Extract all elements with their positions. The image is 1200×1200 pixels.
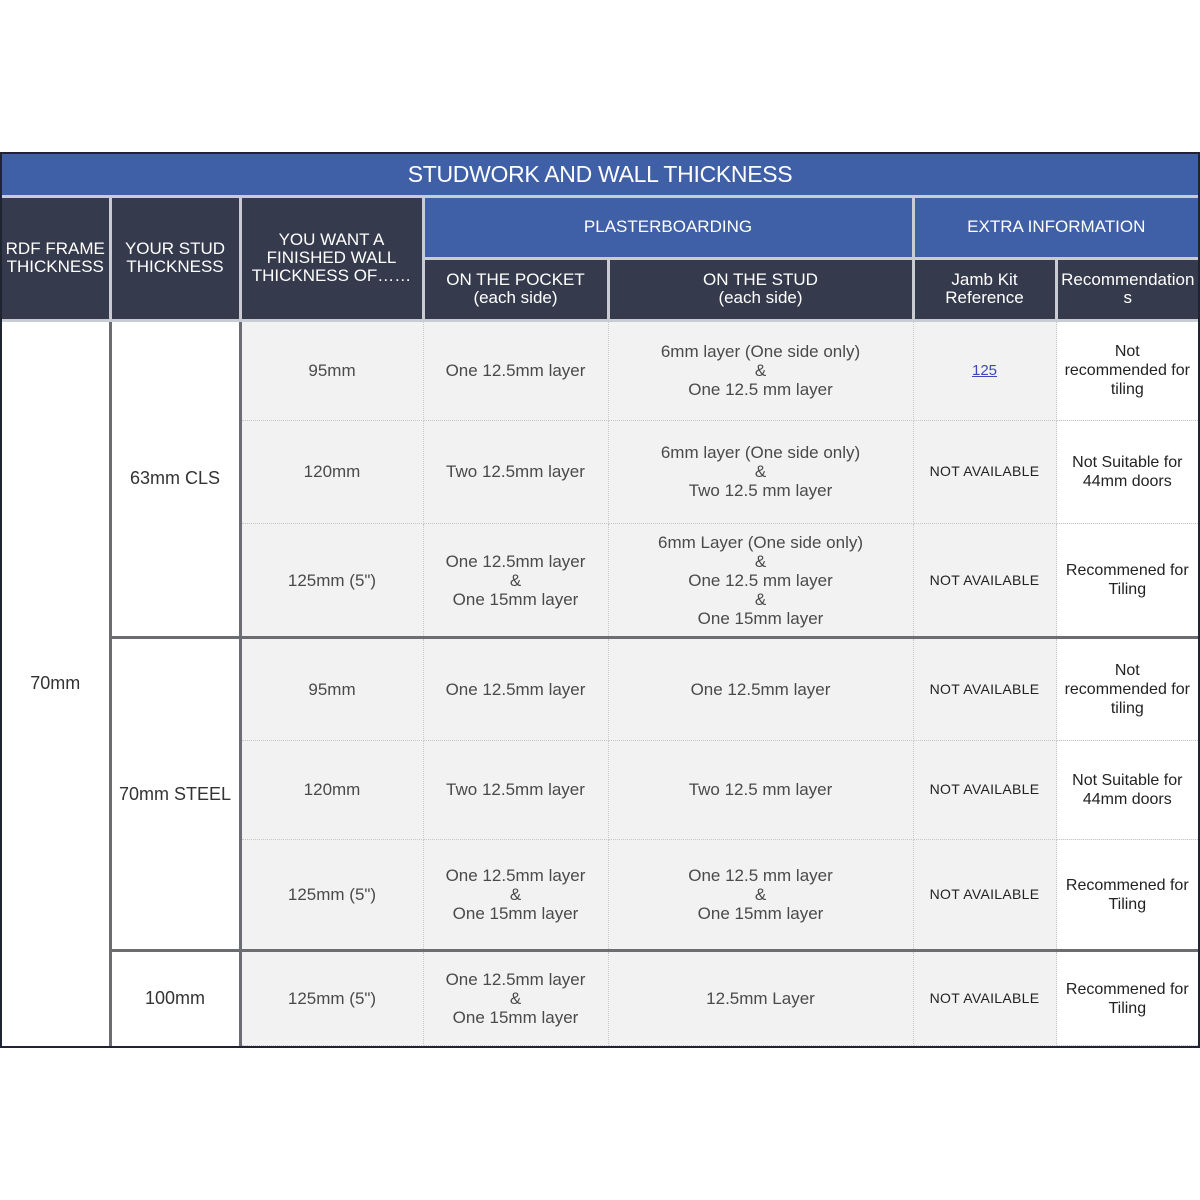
finished-wall-thickness-cell: 125mm (5") <box>240 951 423 1046</box>
on-stud-cell-line: One 15mm layer <box>697 904 824 924</box>
jamb-kit-reference-cell: NOT AVAILABLE <box>913 839 1056 951</box>
on-pocket-cell-line: & <box>509 570 522 590</box>
header-rdf-frame-line: RDF FRAME <box>5 239 105 258</box>
on-stud-cell <box>608 523 913 638</box>
on-stud-cell-line: One 12.5 mm layer <box>688 866 833 886</box>
header-stud-line: THICKNESS <box>126 257 224 276</box>
on-pocket-cell <box>423 320 608 421</box>
finished-wall-thickness-cell: 125mm (5") <box>240 523 423 638</box>
studwork-table <box>2 154 1198 1046</box>
recommendation-cell-line: Tiling <box>1108 581 1147 599</box>
header-stud-thickness <box>110 196 240 320</box>
on-stud-cell <box>608 421 913 524</box>
on-stud-cell-line: 6mm layer (One side only) <box>660 443 861 463</box>
recommendation-cell-line: tiling <box>1110 381 1144 399</box>
jamb-kit-reference-cell: NOT AVAILABLE <box>913 638 1056 741</box>
on-pocket-cell-line: One 12.5mm layer <box>445 361 586 381</box>
on-pocket-cell <box>423 839 608 951</box>
on-stud-cell-line: 6mm layer (One side only) <box>660 342 861 362</box>
header-on-stud-line: (each side) <box>718 288 803 307</box>
header-stud-line: YOUR STUD <box>124 239 226 258</box>
recommendation-cell-line: Not <box>1114 343 1140 361</box>
on-stud-cell <box>608 320 913 421</box>
header-rdf-frame-thickness <box>2 196 110 320</box>
finished-wall-thickness-cell: 120mm <box>240 741 423 840</box>
on-pocket-cell-line: Two 12.5mm layer <box>446 462 585 482</box>
on-stud-cell <box>608 839 913 951</box>
jamb-kit-reference-cell: NOT AVAILABLE <box>913 523 1056 638</box>
header-recommendation-line: s <box>1123 288 1133 307</box>
jamb-kit-reference-cell: NOT AVAILABLE <box>913 421 1056 524</box>
recommendation-cell <box>1056 638 1198 741</box>
recommendation-cell <box>1056 741 1198 840</box>
on-stud-cell-line: Two 12.5 mm layer <box>688 780 833 800</box>
wall-thickness-table <box>0 152 1200 1048</box>
recommendation-cell <box>1056 320 1198 421</box>
header-jamb-line: Jamb Kit <box>951 270 1018 289</box>
rdf-frame-thickness-value: 70mm <box>2 320 110 1046</box>
on-pocket-cell-line: Two 12.5mm layer <box>446 780 585 800</box>
on-stud-cell-line: & <box>754 462 767 482</box>
header-finished-line: THICKNESS OF…… <box>251 266 412 285</box>
on-pocket-cell <box>423 951 608 1046</box>
recommendation-cell-line: 44mm doors <box>1082 790 1172 808</box>
on-stud-cell-line: & <box>754 885 767 905</box>
header-jamb-kit-reference <box>913 258 1056 320</box>
header-pocket-line: (each side) <box>473 288 558 307</box>
on-pocket-cell-line: One 12.5mm layer <box>445 680 586 700</box>
recommendation-cell-line: Not Suitable for <box>1072 771 1183 789</box>
table-body <box>2 320 1198 1046</box>
on-pocket-cell <box>423 741 608 840</box>
header-extra-information: EXTRA INFORMATION <box>913 196 1198 258</box>
header-recommendations <box>1056 258 1198 320</box>
on-stud-cell-line: & <box>754 361 767 381</box>
header-rdf-frame-line: THICKNESS <box>6 257 104 276</box>
on-stud-cell <box>608 638 913 741</box>
recommendation-cell-line: Recommened for <box>1065 876 1189 894</box>
recommendation-cell-line: Not <box>1114 662 1140 680</box>
table-row <box>2 320 1198 421</box>
recommendation-cell-line: Recommened for <box>1065 562 1189 580</box>
jamb-kit-reference-cell: NOT AVAILABLE <box>913 951 1056 1046</box>
on-pocket-cell-line: & <box>509 885 522 905</box>
recommendation-cell-line: Recommened for <box>1065 980 1189 998</box>
table-title: STUDWORK AND WALL THICKNESS <box>2 154 1198 196</box>
finished-wall-thickness-cell: 95mm <box>240 320 423 421</box>
on-stud-cell-line: Two 12.5 mm layer <box>688 481 833 501</box>
finished-wall-thickness-cell: 125mm (5") <box>240 839 423 951</box>
recommendation-cell-line: Tiling <box>1108 999 1147 1017</box>
recommendation-cell <box>1056 421 1198 524</box>
on-pocket-cell-line: One 15mm layer <box>452 904 579 924</box>
on-stud-cell-line: One 12.5 mm layer <box>688 570 833 590</box>
recommendation-cell-line: tiling <box>1110 700 1144 718</box>
on-stud-cell-line: 12.5mm Layer <box>706 989 815 1009</box>
on-stud-cell <box>608 951 913 1046</box>
jamb-kit-reference-cell: NOT AVAILABLE <box>913 741 1056 840</box>
on-stud-cell-line: 6mm Layer (One side only) <box>657 532 864 552</box>
on-pocket-cell-line: & <box>509 989 522 1009</box>
finished-wall-thickness-cell: 95mm <box>240 638 423 741</box>
header-jamb-line: Reference <box>945 288 1024 307</box>
on-pocket-cell <box>423 638 608 741</box>
header-recommendation-line: Recommendation <box>1061 270 1195 289</box>
recommendation-cell-line: Tiling <box>1108 895 1147 913</box>
recommendation-cell-line: recommended for <box>1064 362 1190 380</box>
stud-thickness-value: 70mm STEEL <box>110 638 240 951</box>
recommendation-cell-line: recommended for <box>1064 681 1190 699</box>
header-pocket-line: ON THE POCKET <box>446 270 585 289</box>
recommendation-cell-line: Not Suitable for <box>1072 453 1183 471</box>
on-pocket-cell <box>423 421 608 524</box>
on-pocket-cell-line: One 12.5mm layer <box>445 551 586 571</box>
header-finished-line: FINISHED WALL <box>266 248 397 267</box>
on-stud-cell-line: One 12.5mm layer <box>690 680 831 700</box>
recommendation-cell <box>1056 839 1198 951</box>
header-finished-line: YOU WANT A <box>278 230 385 249</box>
recommendation-cell <box>1056 523 1198 638</box>
on-pocket-cell <box>423 523 608 638</box>
header-finished-wall-thickness <box>240 196 423 320</box>
header-on-the-pocket <box>423 258 608 320</box>
header-on-stud-line: ON THE STUD <box>703 270 818 289</box>
finished-wall-thickness-cell: 120mm <box>240 421 423 524</box>
on-pocket-cell-line: One 12.5mm layer <box>445 970 586 990</box>
on-stud-cell-line: One 12.5 mm layer <box>688 380 833 400</box>
on-stud-cell-line: & <box>754 589 767 609</box>
on-pocket-cell-line: One 15mm layer <box>452 1008 579 1028</box>
stud-thickness-value: 100mm <box>110 951 240 1046</box>
jamb-kit-reference-link[interactable]: 125 <box>913 320 1056 421</box>
recommendation-cell-line: 44mm doors <box>1082 472 1172 490</box>
on-pocket-cell-line: One 12.5mm layer <box>445 866 586 886</box>
on-stud-cell-line: One 15mm layer <box>697 608 824 628</box>
on-pocket-cell-line: One 15mm layer <box>452 589 579 609</box>
table-row <box>2 638 1198 741</box>
table-row <box>2 951 1198 1046</box>
header-plasterboarding: PLASTERBOARDING <box>423 196 913 258</box>
recommendation-cell <box>1056 951 1198 1046</box>
stud-thickness-value: 63mm CLS <box>110 320 240 638</box>
on-stud-cell <box>608 741 913 840</box>
header-on-the-stud <box>608 258 913 320</box>
on-stud-cell-line: & <box>754 551 767 571</box>
